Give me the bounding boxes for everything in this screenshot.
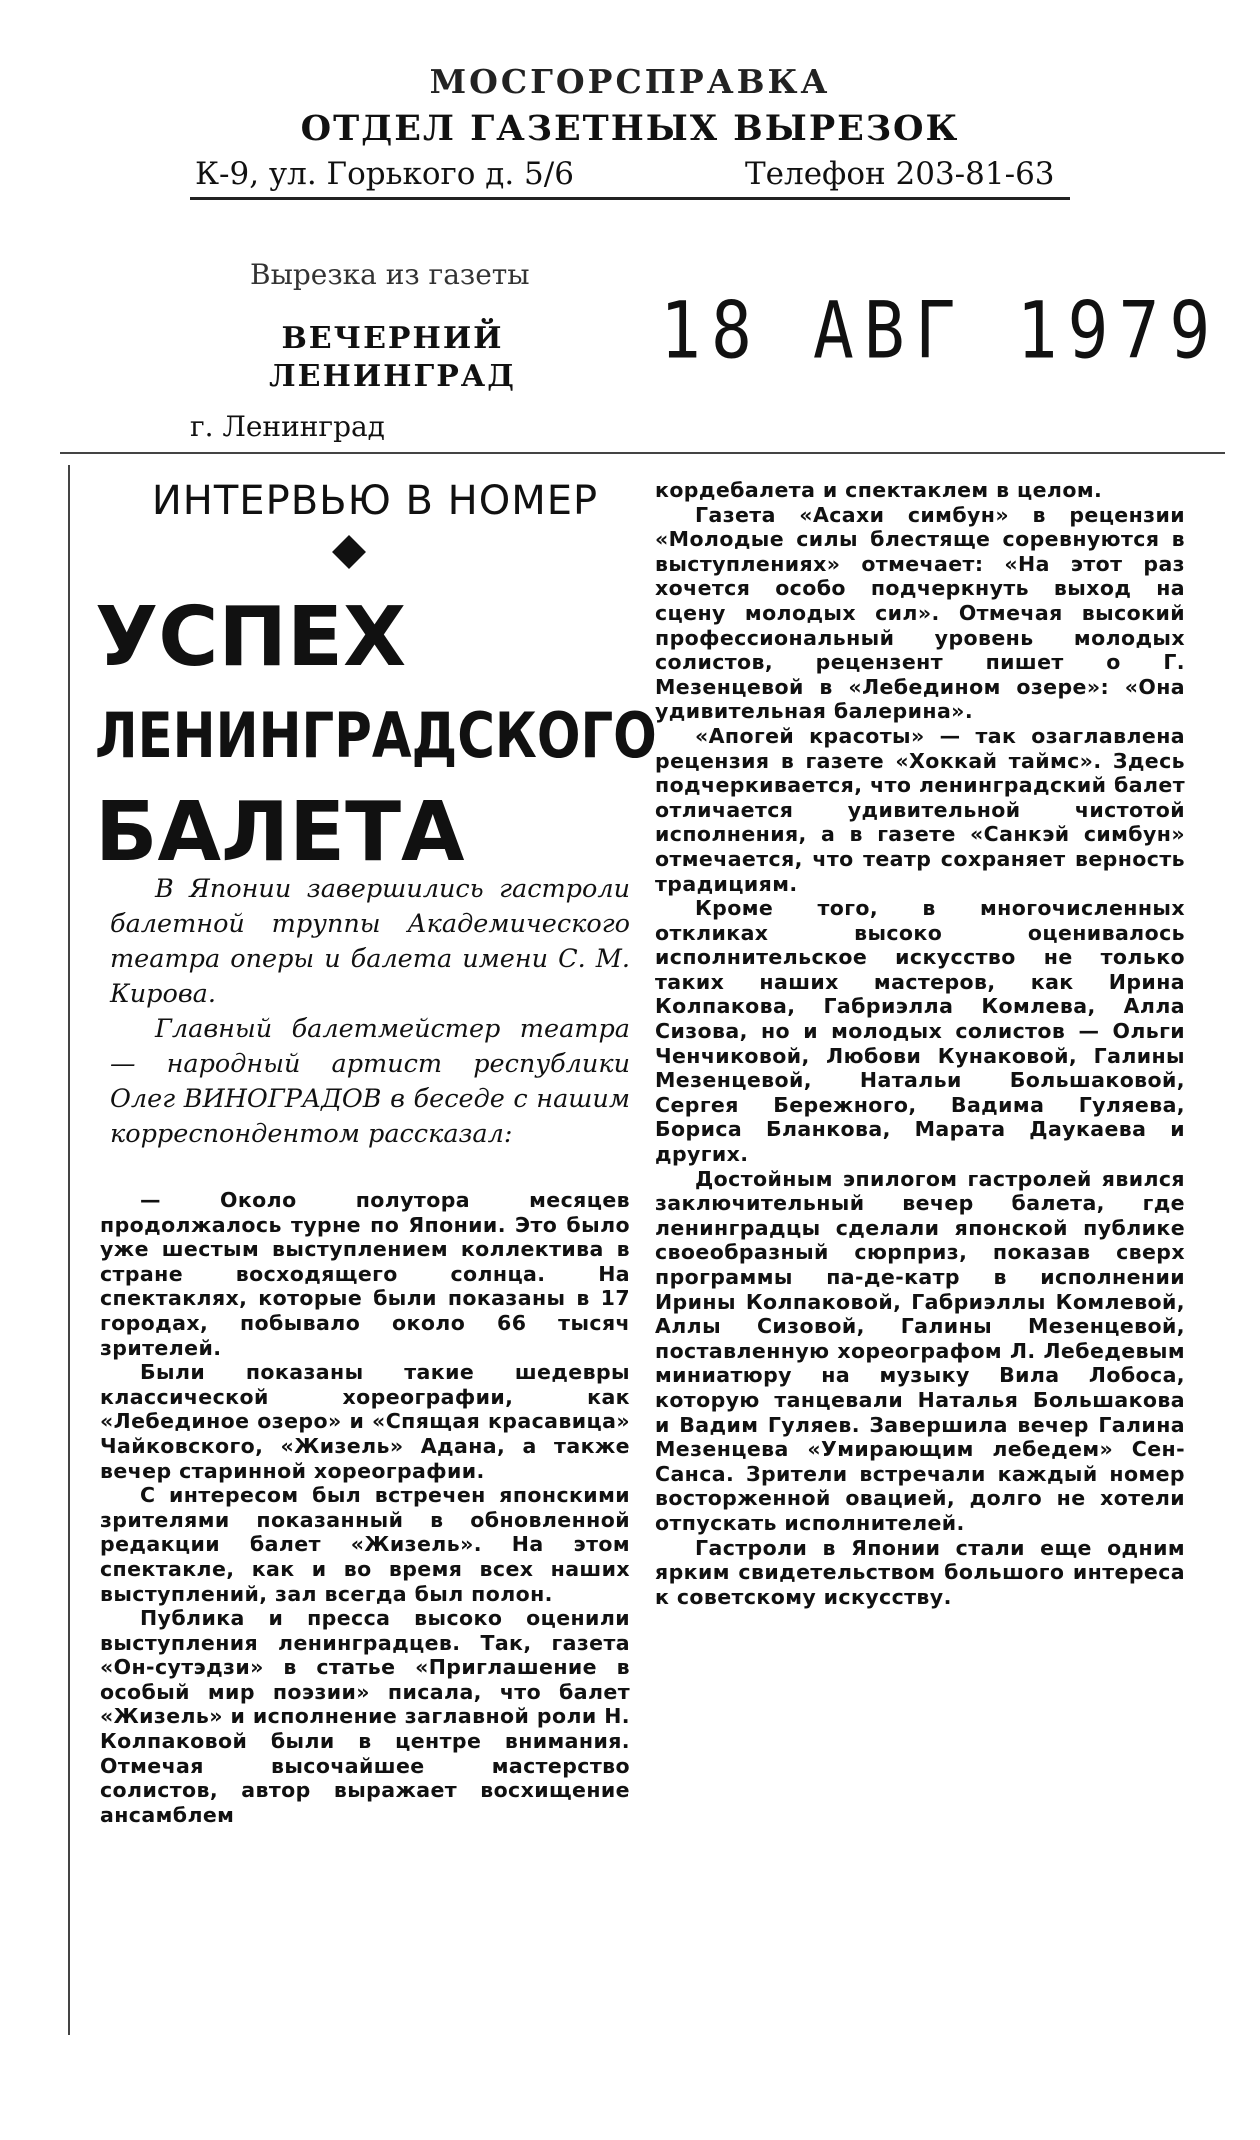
clipping-left-edge: [68, 465, 70, 2035]
clipping-top-edge: [60, 452, 1225, 454]
body-paragraph: — Около полутора месяцев продолжалось турне по Японии. Это было уже шестым выступлением коллектива в стране восходящего солнца. На спектаклях, которые были показаны в 17 городах, побывало около 66 тысяч зрителей.: [100, 1188, 630, 1360]
diamond-ornament-icon: [332, 535, 366, 569]
headline-line-3: БАЛЕТА: [95, 785, 465, 880]
body-paragraph: Были показаны такие шедевры классической хореографии, как «Лебединое озеро» и «Спящая красавица» Чайковского, «Жизель» Адана, а также вечер старинной хореографии.: [100, 1360, 630, 1483]
agency-phone: Телефон 203-81-63: [745, 156, 1055, 192]
newspaper-city: г. Ленинград: [190, 410, 385, 443]
article-column-right: [655, 478, 1185, 1609]
clip-label: Вырезка из газеты: [250, 258, 530, 291]
body-paragraph: Гастроли в Японии стали еще одним ярким свидетельством большого интереса к советскому искусству.: [655, 1535, 1185, 1609]
body-paragraph: Достойным эпилогом гастролей явился заключительный вечер балета, где ленинградцы сделали японской публике своеобразный сюрприз, показав сверх программы па-де-катр в исполнении Ирины Колпаковой, Габриэллы Комлевой, Аллы Сизовой, Галины Мезенцевой, поставленную хореографом Л. Лебедевым миниатюру на музыку Вила Лобоса, которую танцевали Наталья Большакова и Вадим Гуляев. Завершила вечер Галина Мезенцева «Умирающим лебедем» Сен-Санса. Зрители встречали каждый номер восторженной овацией, долго не хотели отпускать исполнителей.: [655, 1166, 1185, 1535]
body-paragraph: С интересом был встречен японскими зрителями показанный в обновленной редакции балет «Жизель». На этом спектакле, как и во время всех наших выступлений, зал всегда был полон.: [100, 1483, 630, 1606]
rubric-label: ИНТЕРВЬЮ В НОМЕР: [151, 478, 599, 524]
date-stamp: 18 АВГ 1979: [660, 286, 1221, 377]
article-lead: [110, 872, 630, 1152]
agency-name: МОСГОРСПРАВКА: [429, 62, 831, 101]
body-paragraph: Газета «Асахи симбун» в рецензии «Молодые силы блестяще соревнуются в выступлениях» отмечает: «На этот раз хочется особо подчеркнуть выход на сцену молодых сил». Отмечая высокий профессиональный уровень молодых солистов, рецензент пишет о Г. Мезенцевой в «Лебедином озере»: «Она удивительная балерина».: [655, 502, 1185, 724]
newspaper-title: ВЕЧЕРНИЙ ЛЕНИНГРАД: [269, 321, 516, 394]
headline-line-2: ЛЕНИНГРАДСКОГО: [95, 699, 657, 772]
department-name: ОТДЕЛ ГАЗЕТНЫХ ВЫРЕЗОК: [300, 108, 960, 149]
body-paragraph-continuation: кордебалета и спектаклем в целом.: [655, 478, 1103, 502]
lead-paragraph: Главный балетмейстер театра — народный артист республики Олег ВИНОГРАДОВ в беседе с нашим корреспондентом рассказал:: [110, 1014, 630, 1149]
header-underline: [190, 197, 1070, 200]
body-paragraph: Публика и пресса высоко оценили выступления ленинградцев. Так, газета «Он-сутэдзи» в статье «Приглашение в особый мир поэзии» писала, что балет «Жизель» и исполнение заглавной роли Н. Колпаковой были в центре внимания. Отмечая высочайшее мастерство солистов, автор выражает восхищение ансамблем: [100, 1606, 630, 1827]
article-column-left: [100, 1188, 630, 1827]
lead-paragraph: В Японии завершились гастроли балетной труппы Академического театра оперы и балета имени С. М. Кирова.: [110, 874, 630, 1009]
headline-line-1: УСПЕХ: [95, 590, 407, 685]
agency-address: К-9, ул. Горького д. 5/6: [195, 156, 574, 192]
body-paragraph: «Апогей красоты» — так озаглавлена рецензия в газете «Хоккай таймс». Здесь подчеркивается, что ленинградский балет отличается удивительной чистотой исполнения, а в газете «Санкэй симбун» отмечается, что театр сохраняет верность традициям.: [655, 723, 1185, 896]
body-paragraph: Кроме того, в многочисленных откликах высоко оценивалось исполнительское искусство не только таких наших мастеров, как Ирина Колпакова, Габриэлла Комлева, Алла Сизова, но и молодых солистов — Ольги Ченчиковой, Любови Кунаковой, Галины Мезенцевой, Натальи Большаковой, Сергея Бережного, Вадима Гуляева, Бориса Бланкова, Марата Даукаева и других.: [655, 896, 1185, 1167]
